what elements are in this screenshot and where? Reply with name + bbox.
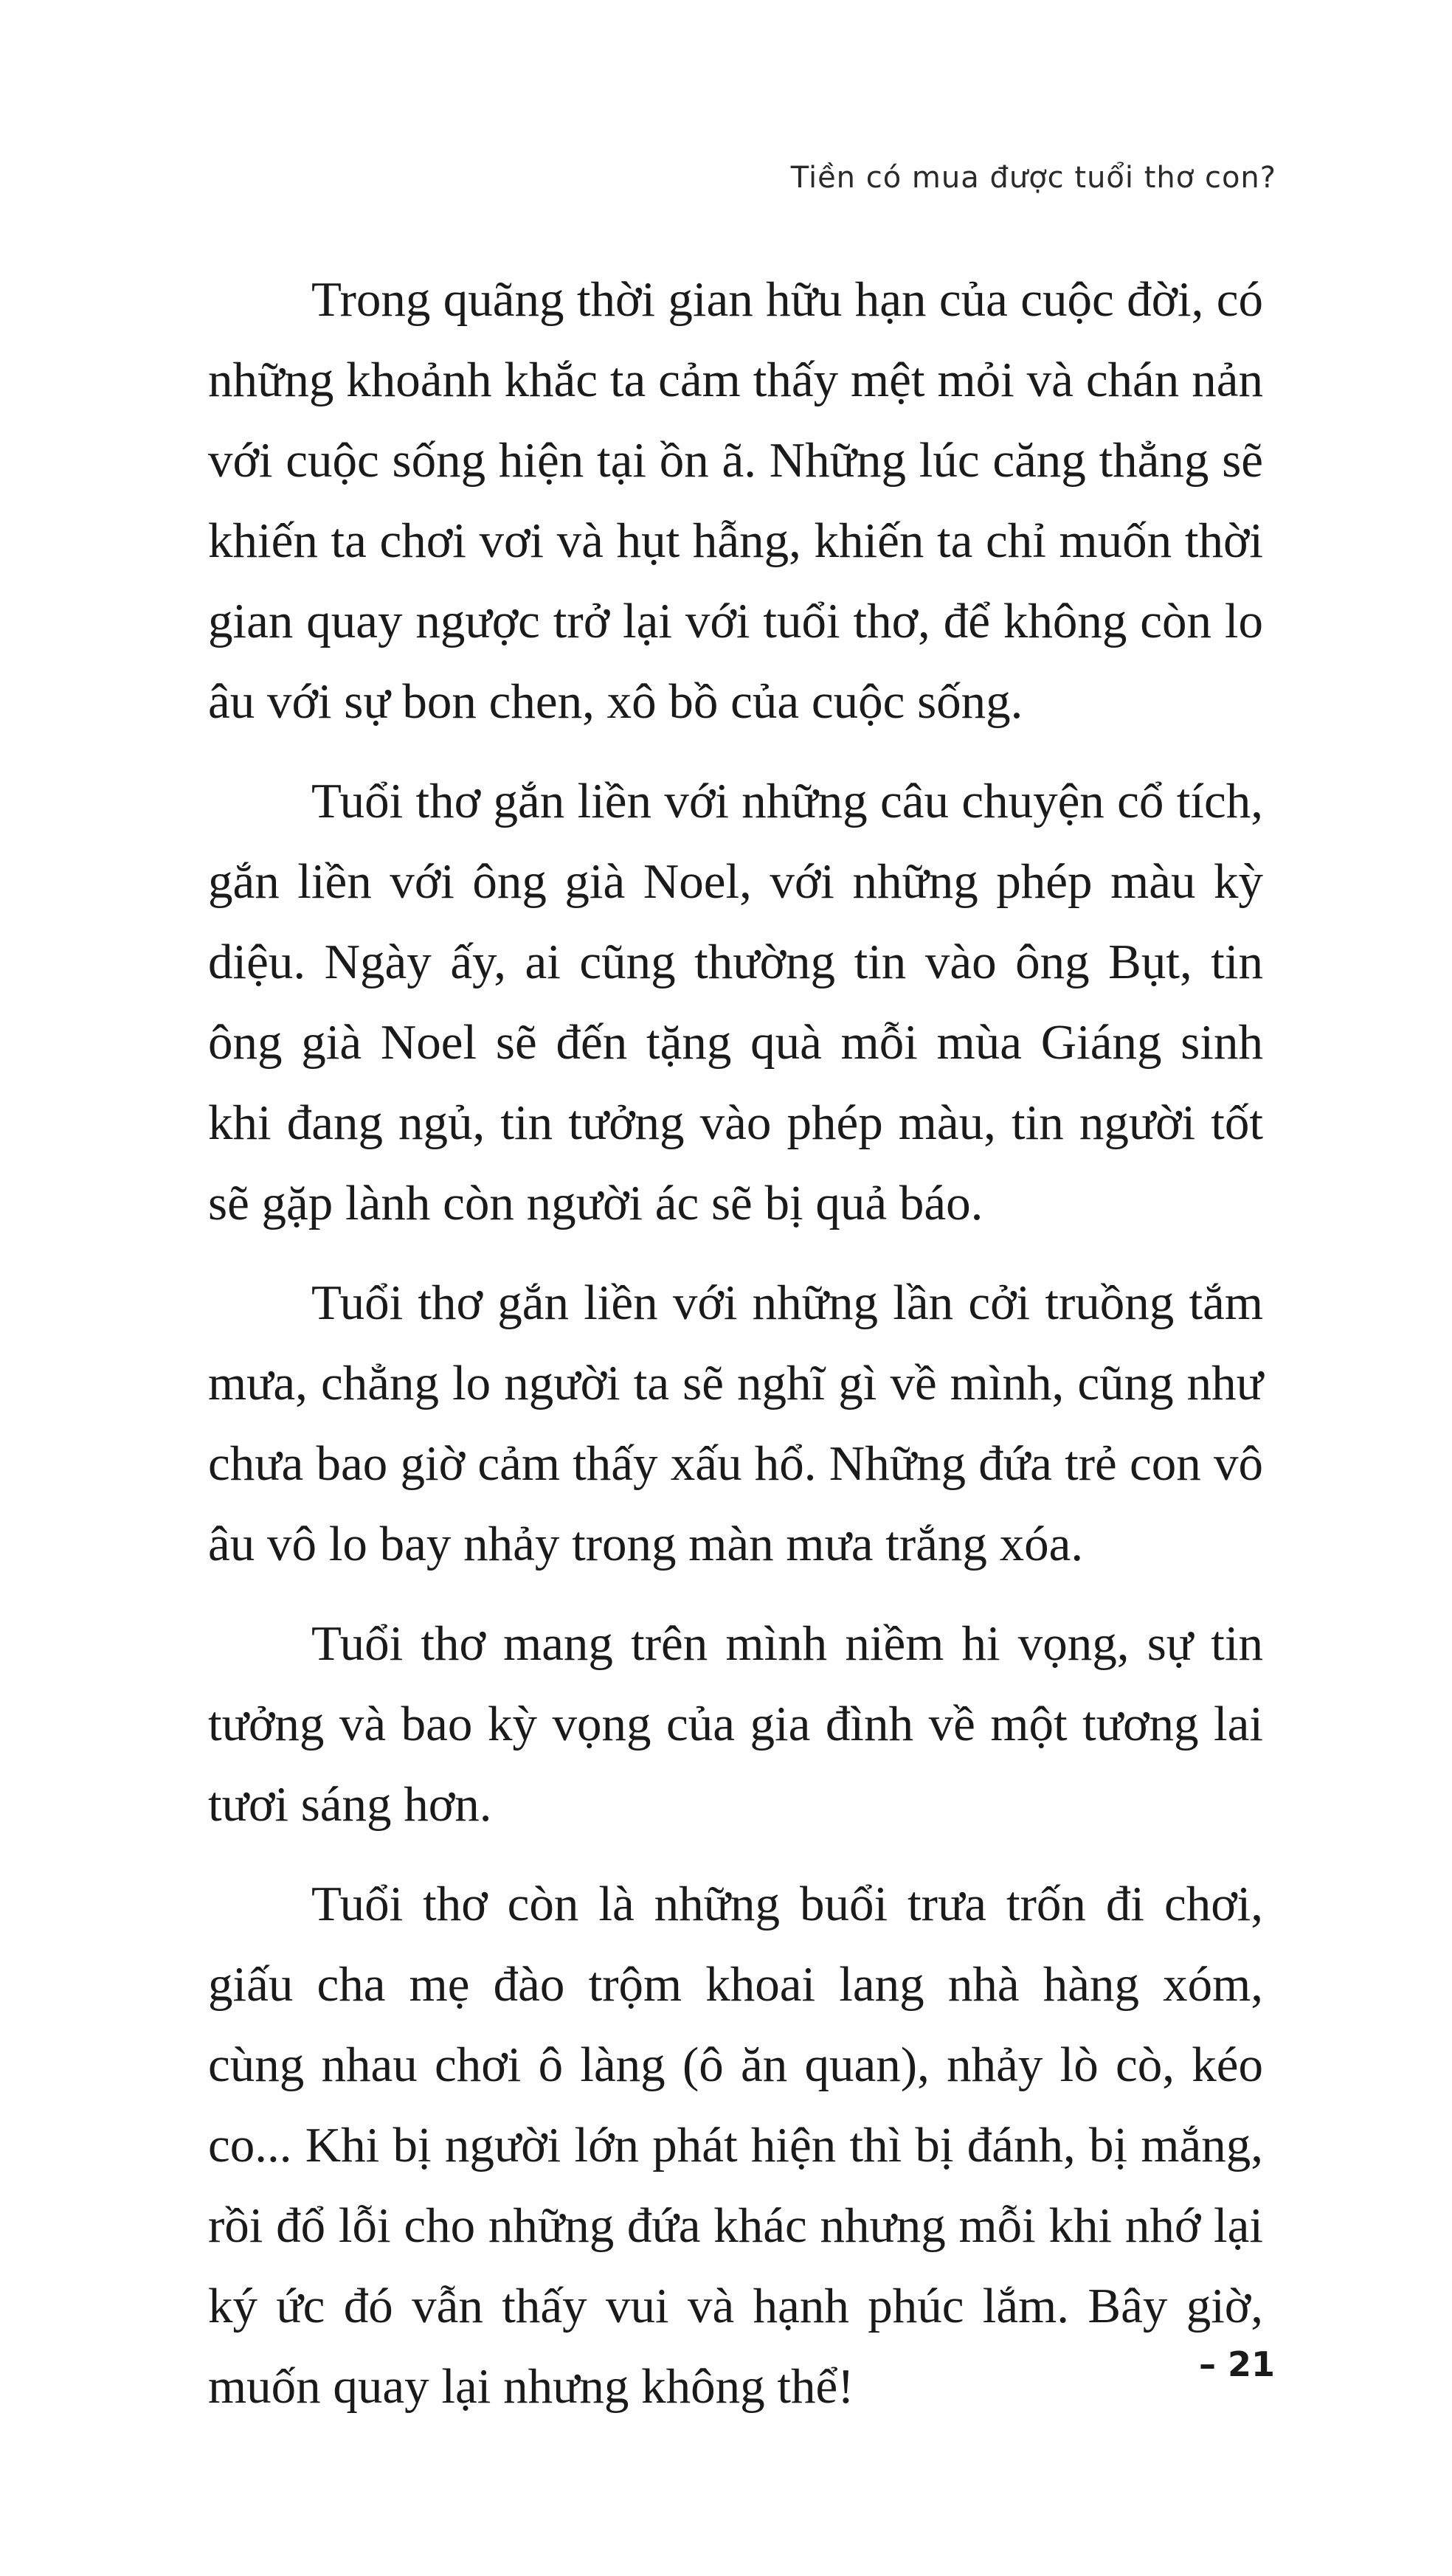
paragraph: Tuổi thơ mang trên mình niềm hi vọng, sự tin tưởng và bao kỳ vọng của gia đình về một tương lai tươi sáng hơn. [208, 1616, 1263, 1832]
body-text [208, 260, 1263, 2446]
page-number: – 21 [1198, 2344, 1275, 2384]
paragraph: Tuổi thơ gắn liền với những câu chuyện cổ tích, gắn liền với ông già Noel, với những phép màu kỳ diệu. Ngày ấy, ai cũng thường tin vào ông Bụt, tin ông già Noel sẽ đến tặng quà mỗi mùa Giáng sinh khi đang ngủ, tin tưởng vào phép màu, tin người tốt sẽ gặp lành còn người ác sẽ bị quả báo. [208, 774, 1263, 1230]
running-header: Tiền có mua được tuổi thơ con? [790, 161, 1276, 195]
paragraph: Tuổi thơ còn là những buổi trưa trốn đi chơi, giấu cha mẹ đào trộm khoai lang nhà hàng xóm, cùng nhau chơi ô làng (ô ăn quan), nhảy lò cò, kéo co... Khi bị người lớn phát hiện thì bị đánh, bị mắng, rồi đổ lỗi cho những đứa khác nhưng mỗi khi nhớ lại ký ức đó vẫn thấy vui và hạnh phúc lắm. Bây giờ, muốn quay lại nhưng không thể! [208, 1877, 1263, 2414]
paragraph: Trong quãng thời gian hữu hạn của cuộc đời, có những khoảnh khắc ta cảm thấy mệt mỏi và chán nản với cuộc sống hiện tại ồn ã. Những lúc căng thẳng sẽ khiến ta chơi vơi và hụt hẫng, khiến ta chỉ muốn thời gian quay ngược trở lại với tuổi thơ, để không còn lo âu với sự bon chen, xô bồ của cuộc sống. [208, 272, 1263, 729]
paragraph: Tuổi thơ gắn liền với những lần cởi truồng tắm mưa, chẳng lo người ta sẽ nghĩ gì về mình, cũng như chưa bao giờ cảm thấy xấu hổ. Những đứa trẻ con vô âu vô lo bay nhảy trong màn mưa trắng xóa. [208, 1275, 1263, 1571]
